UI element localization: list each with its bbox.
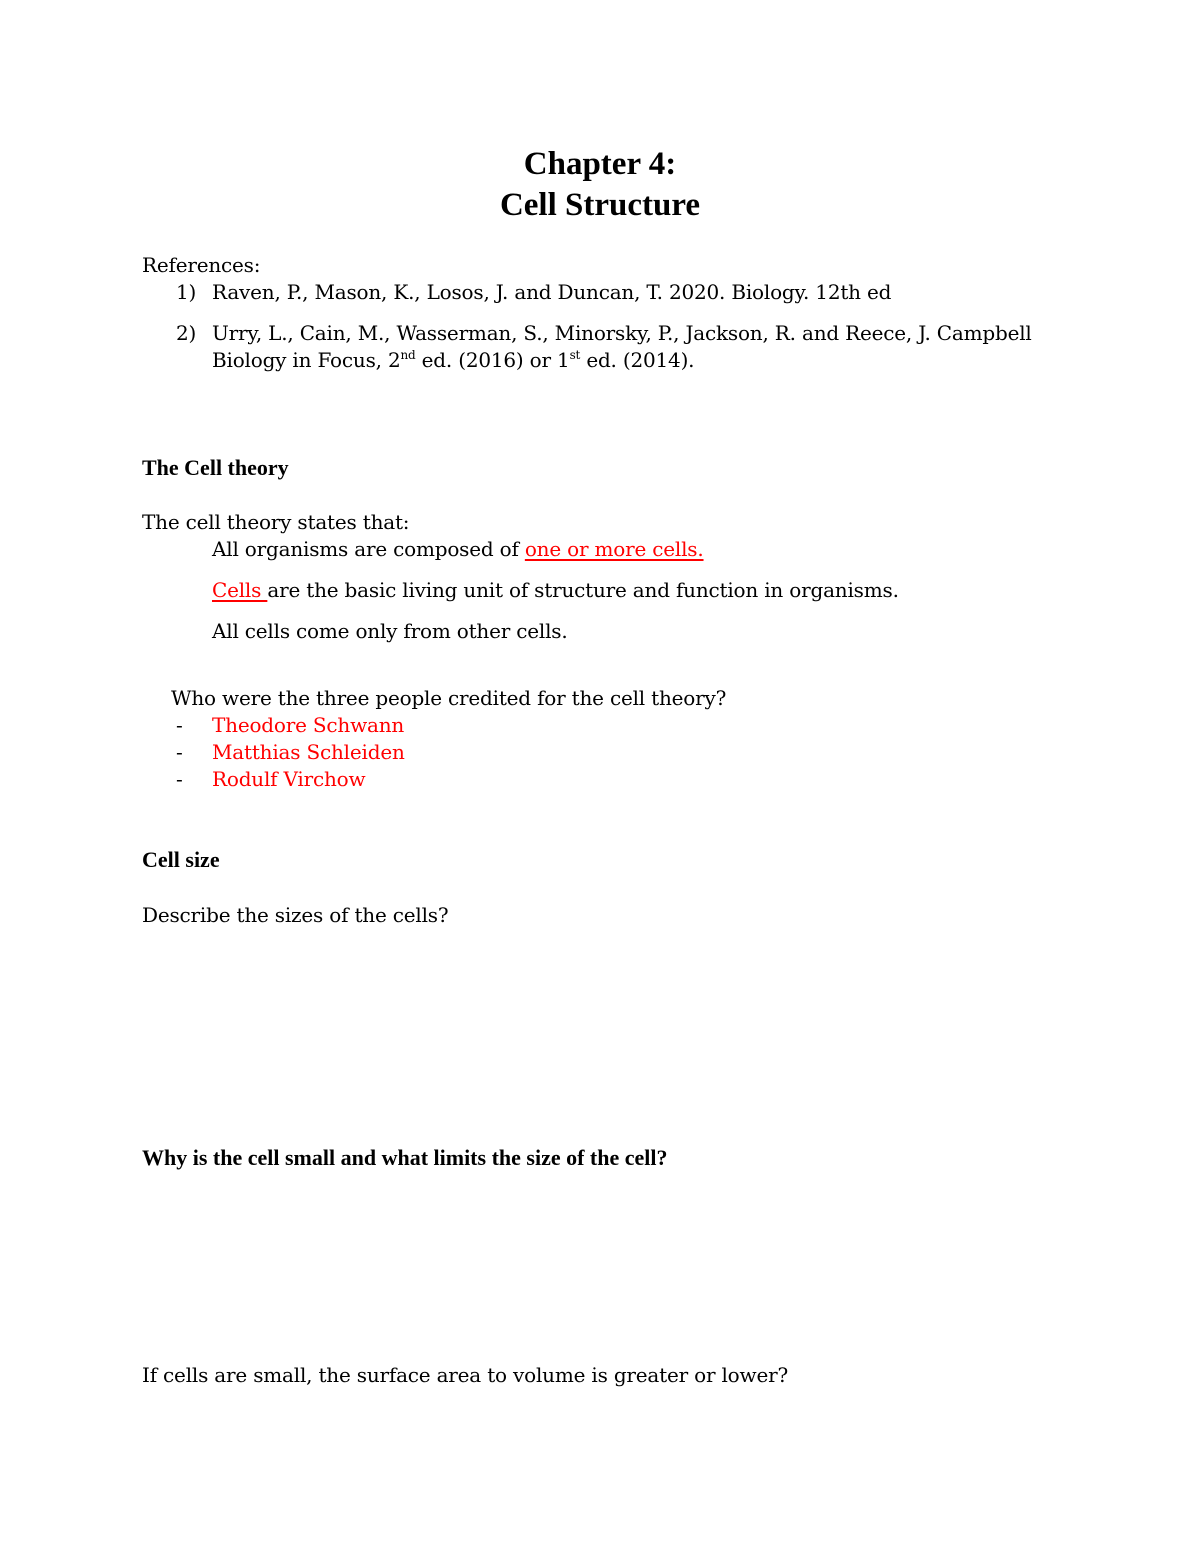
answer-text: Theodore Schwann [212,713,405,737]
cell-theory-statement: Cells are the basic living unit of structure and function in organisms. [212,578,899,602]
reference-number: 2) [176,321,197,345]
reference-item: Urry, L., Cain, M., Wasserman, S., Minorsky, P., Jackson, R. and Reece, J. Campbell [212,321,1032,345]
answer-text: Cells [212,578,268,602]
references-label: References: [142,253,261,277]
question-text: Who were the three people credited for the cell theory? [171,686,727,710]
reference-number: 1) [176,280,197,304]
reference-item-continued: Biology in Focus, 2nd ed. (2016) or 1st ed. (2014). [212,348,695,372]
answer-text: Rodulf Virchow [212,767,366,791]
list-bullet: - [176,740,183,764]
question-text: Describe the sizes of the cells? [142,903,449,927]
reference-item: Raven, P., Mason, K., Losos, J. and Duncan, T. 2020. Biology. 12th ed [212,280,892,304]
section-heading-cell-theory: The Cell theory [142,455,289,480]
chapter-subtitle: Cell Structure [499,187,701,223]
section-heading-cell-size: Cell size [142,847,220,872]
list-bullet: - [176,767,183,791]
question-text: If cells are small, the surface area to volume is greater or lower? [142,1363,788,1387]
answer-text: Matthias Schleiden [212,740,405,764]
cell-theory-statement: All cells come only from other cells. [212,619,568,643]
cell-theory-intro: The cell theory states that: [142,510,410,534]
chapter-title: Chapter 4: [523,146,677,182]
question-heading: Why is the cell small and what limits the size of the cell? [142,1145,668,1170]
answer-text: one or more cells. [524,537,704,561]
cell-theory-statement: All organisms are composed of one or more cells. [212,537,704,561]
list-bullet: - [176,713,183,737]
